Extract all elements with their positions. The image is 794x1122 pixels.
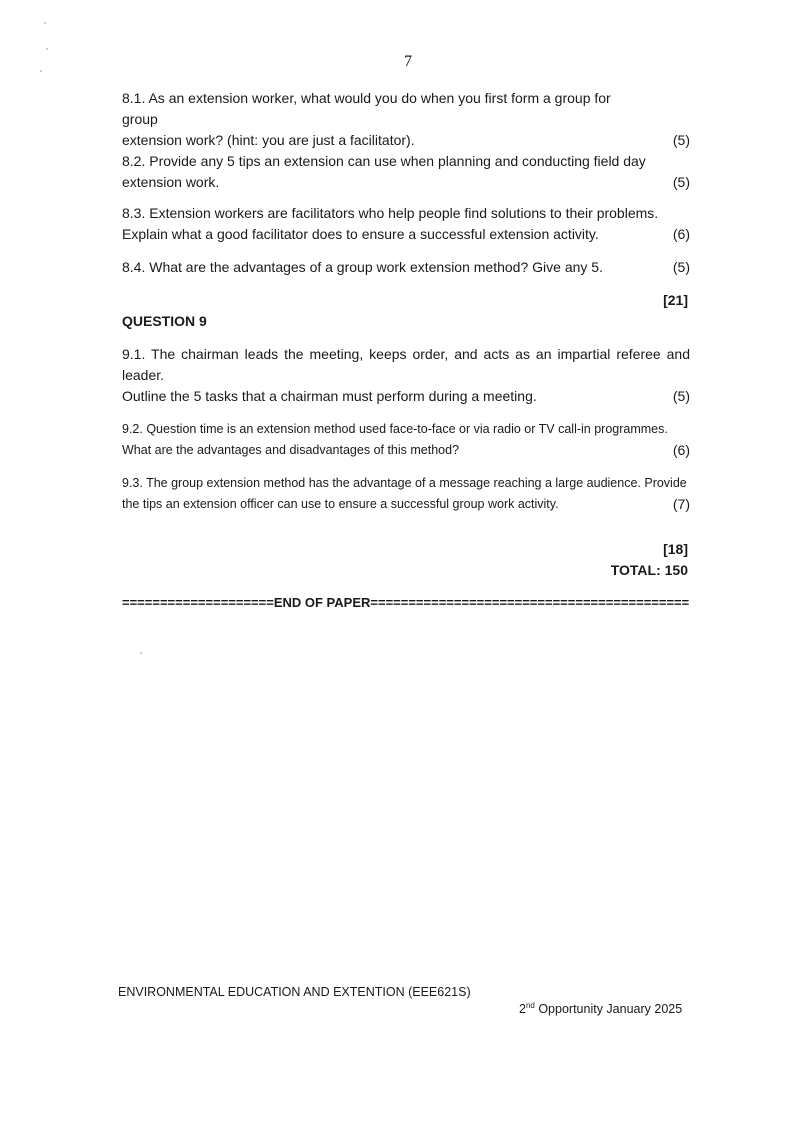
question-text-line bbox=[122, 440, 690, 461]
marks: (6) bbox=[672, 442, 690, 458]
question-text: extension work. bbox=[122, 174, 220, 190]
opportunity-number: 2 bbox=[519, 1002, 526, 1017]
question-text-line: 9.2. Question time is an extension method used face-to-face or via radio or TV call-in programmes. bbox=[122, 422, 668, 436]
question-text: extension work? (hint: you are just a facilitator). bbox=[122, 132, 415, 148]
marks: (5) bbox=[672, 174, 690, 190]
question-text-line bbox=[122, 172, 690, 193]
scan-speck bbox=[46, 48, 48, 50]
question-text-line: 8.1. As an extension worker, what would you do when you first form a group for group bbox=[122, 90, 611, 127]
page-number: 7 bbox=[404, 53, 412, 70]
question-text-line bbox=[122, 224, 690, 245]
question-text: 8.4. What are the advantages of a group work extension method? Give any 5. bbox=[122, 259, 603, 275]
marks: (5) bbox=[672, 259, 690, 275]
footer-opportunity bbox=[519, 1001, 682, 1016]
question-8-total: [21] bbox=[663, 292, 688, 308]
marks: (6) bbox=[672, 226, 690, 242]
question-text-line bbox=[122, 257, 690, 278]
footer-course-title: ENVIRONMENTAL EDUCATION AND EXTENTION (EEE621S) bbox=[118, 985, 471, 999]
question-8-4 bbox=[122, 257, 690, 278]
marks: (7) bbox=[672, 496, 690, 512]
scan-speck bbox=[140, 652, 142, 654]
page-content bbox=[122, 88, 690, 610]
opportunity-text: Opportunity January 2025 bbox=[534, 1002, 683, 1017]
question-text: the tips an extension officer can use to ensure a successful group work activity. bbox=[122, 497, 559, 511]
end-of-paper-marker: ====================END OF PAPER========================================== bbox=[122, 595, 690, 610]
question-8-1 bbox=[122, 88, 690, 151]
question-text-line bbox=[122, 130, 690, 151]
marks: (5) bbox=[672, 388, 690, 404]
scan-speck bbox=[44, 22, 46, 24]
marks: (5) bbox=[672, 132, 690, 148]
question-text-line: 8.3. Extension workers are facilitators who help people find solutions to their problems. bbox=[122, 205, 659, 221]
question-text-line bbox=[122, 494, 690, 515]
question-9-total: [18] bbox=[663, 541, 688, 557]
question-9-2 bbox=[122, 419, 690, 461]
question-text-line: 9.1. The chairman leads the meeting, keeps order, and acts as an impartial referee and leader. bbox=[122, 346, 690, 383]
question-9-heading: QUESTION 9 bbox=[122, 313, 207, 329]
question-text: Outline the 5 tasks that a chairman must perform during a meeting. bbox=[122, 388, 537, 404]
question-text: What are the advantages and disadvantages of this method? bbox=[122, 443, 460, 457]
question-9-1 bbox=[122, 344, 690, 407]
question-text-line: 8.2. Provide any 5 tips an extension can use when planning and conducting field day bbox=[122, 153, 646, 169]
opportunity-ordinal: nd bbox=[525, 1001, 535, 1010]
question-text-line: 9.3. The group extension method has the advantage of a message reaching a large audience. Provide bbox=[122, 476, 687, 490]
question-8-3 bbox=[122, 203, 690, 245]
question-text: Explain what a good facilitator does to ensure a successful extension activity. bbox=[122, 226, 599, 242]
question-text-line bbox=[122, 386, 690, 407]
grand-total: TOTAL: 150 bbox=[610, 562, 688, 578]
question-9-3 bbox=[122, 473, 690, 515]
question-8-2 bbox=[122, 151, 690, 193]
